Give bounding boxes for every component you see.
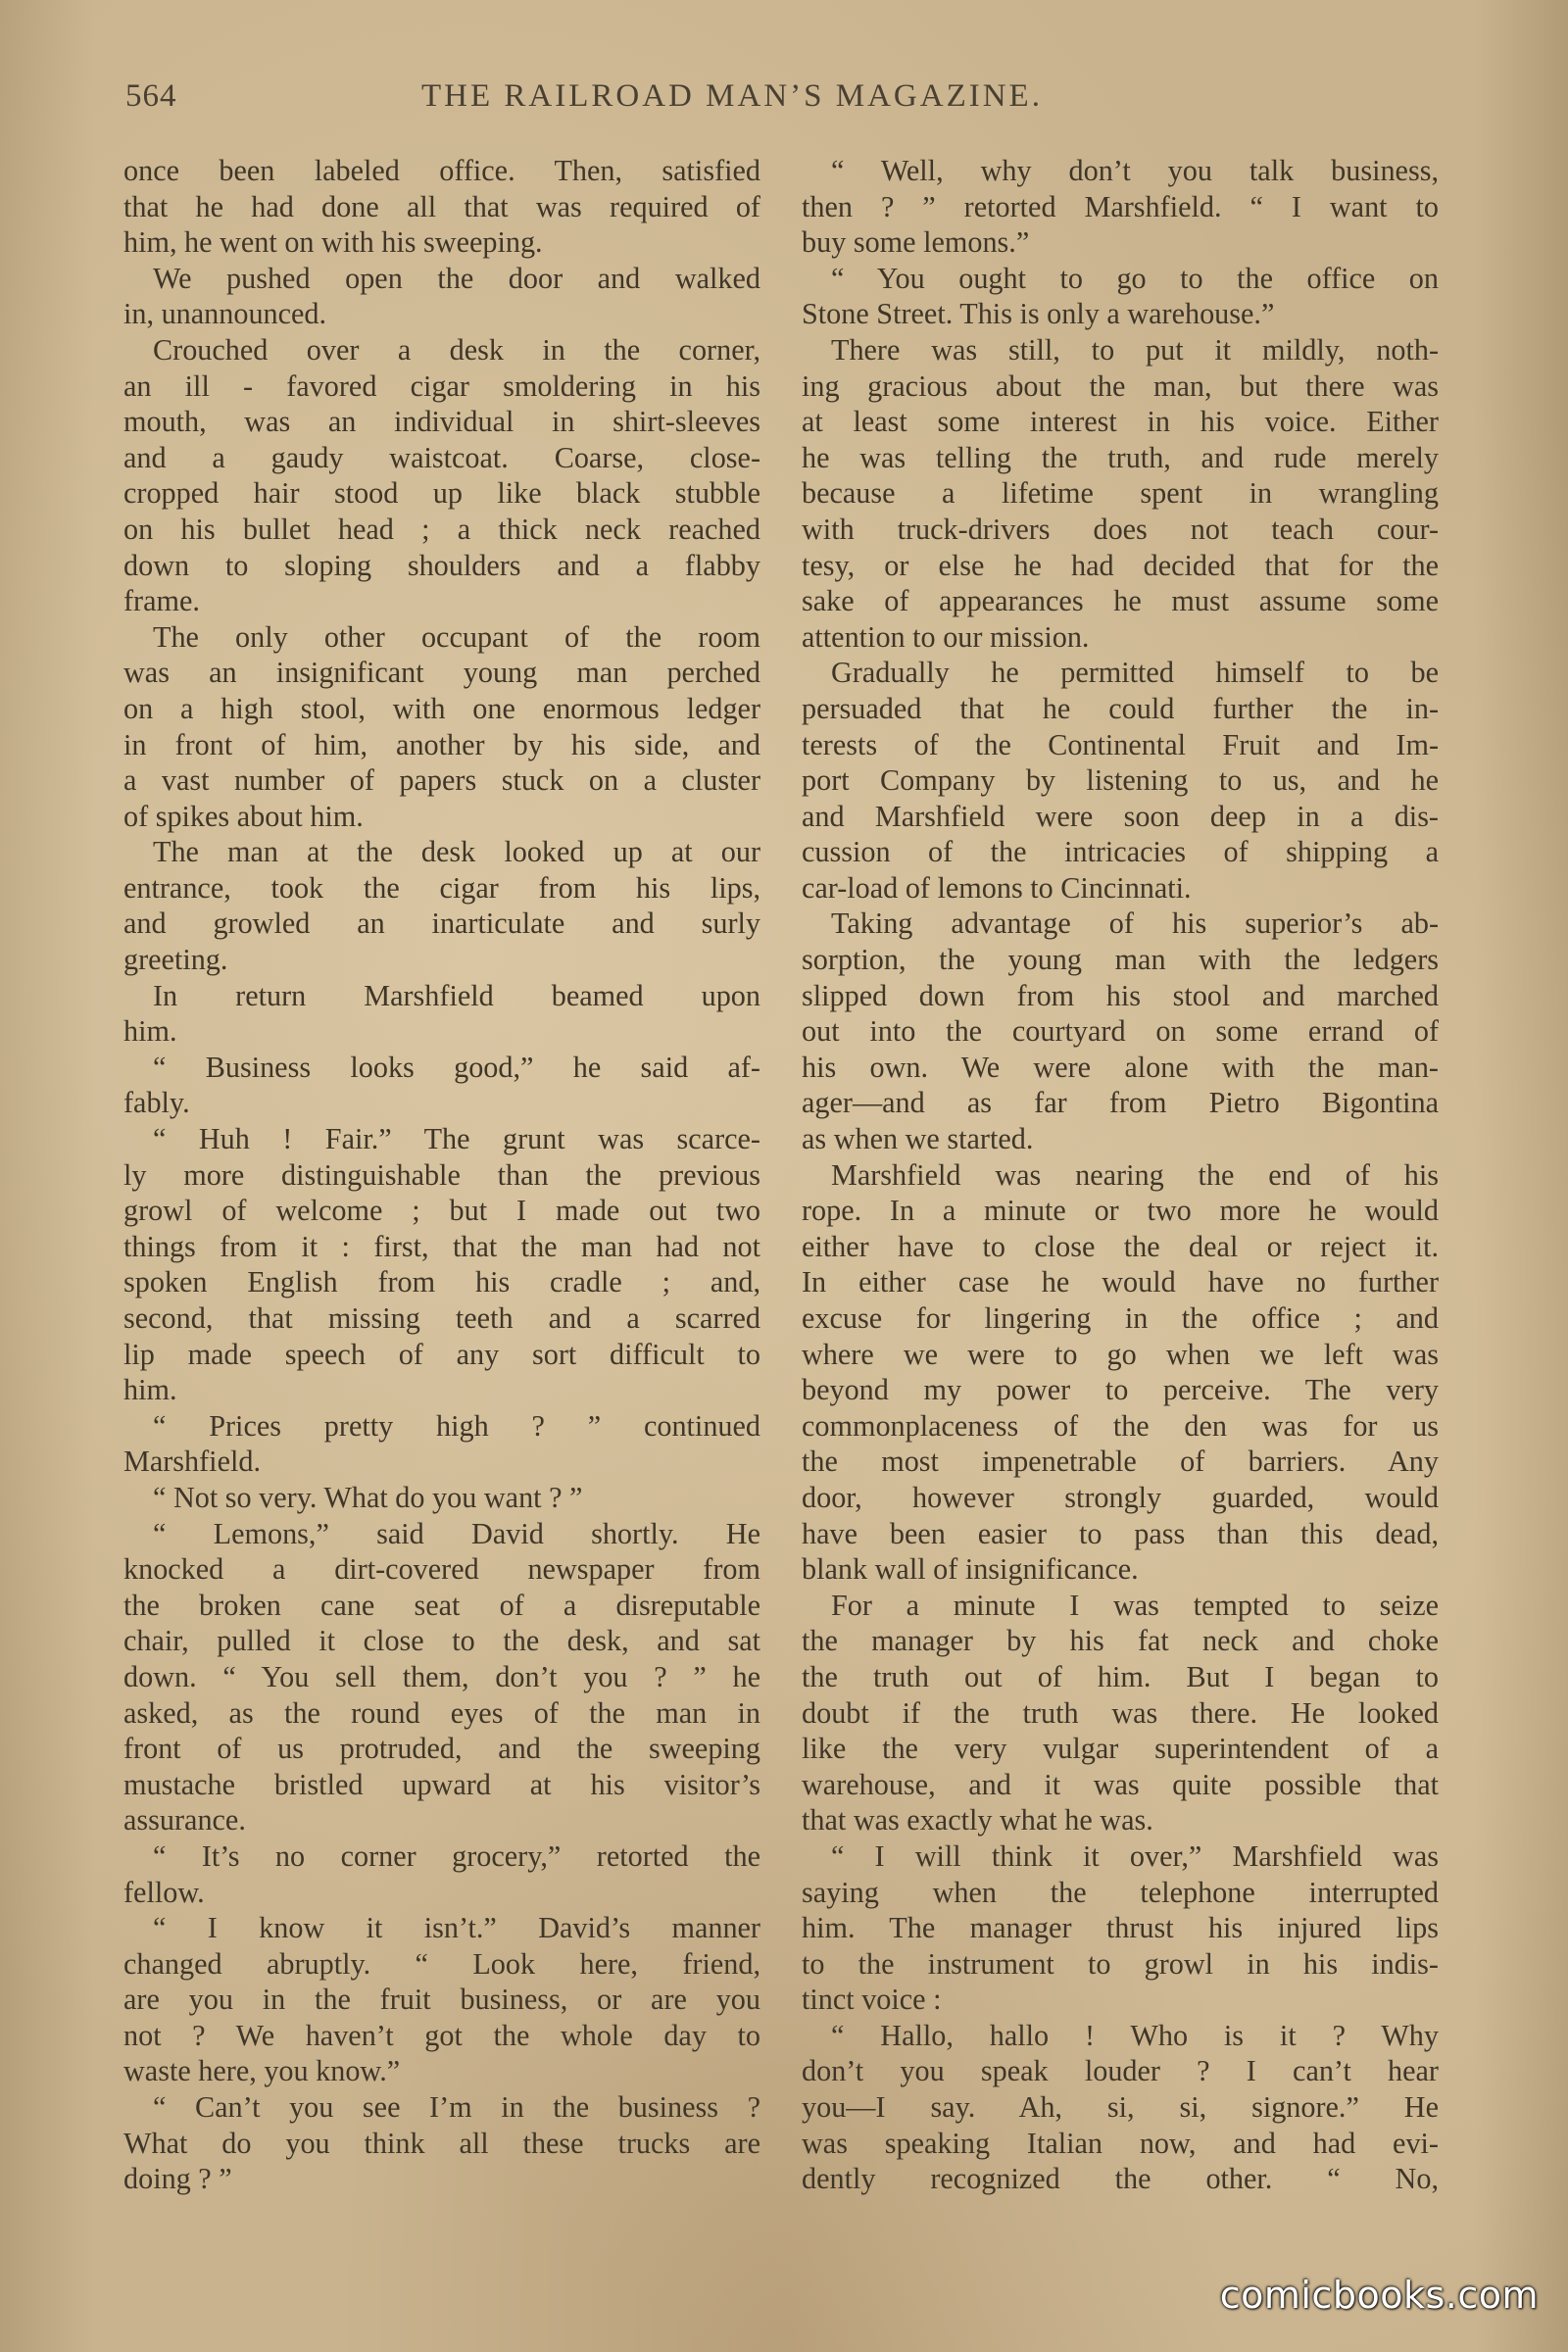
text-line: terests of the Continental Fruit and Im- bbox=[802, 727, 1439, 761]
text-line: the truth out of him. But I began to bbox=[802, 1659, 1439, 1693]
text-line: “ Business looks good,” he said af- bbox=[153, 1050, 760, 1084]
text-line: “ I will think it over,” Marshfield was bbox=[831, 1838, 1439, 1873]
text-line: you—I say. Ah, si, si, signore.” He bbox=[802, 2090, 1439, 2125]
text-line: the most impenetrable of barriers. Any bbox=[802, 1445, 1439, 1479]
text-line: chair, pulled it close to the desk, and sat bbox=[123, 1624, 760, 1658]
text-line: entrance, took the cigar from his lips, bbox=[123, 870, 760, 905]
text-line: doing ? ” bbox=[123, 2162, 232, 2196]
text-line: buy some lemons.” bbox=[802, 225, 1030, 260]
text-line: port Company by listening to us, and he bbox=[802, 763, 1439, 798]
text-line: What do you think all these trucks are bbox=[123, 2126, 760, 2160]
text-line: him. The manager thrust his injured lips bbox=[802, 1911, 1439, 1945]
text-line: For a minute I was tempted to seize bbox=[831, 1588, 1439, 1622]
text-line: warehouse, and it was quite possible that bbox=[802, 1767, 1439, 1801]
text-line: Marshfield. bbox=[123, 1445, 262, 1479]
text-line: the broken cane seat of a disreputable bbox=[123, 1588, 760, 1622]
text-line: “ Prices pretty high ? ” continued bbox=[153, 1408, 760, 1443]
text-line: in front of him, another by his side, and bbox=[123, 727, 760, 761]
text-line: “ Huh ! Fair.” The grunt was scarce- bbox=[153, 1122, 760, 1156]
text-line: a vast number of papers stuck on a cluster bbox=[123, 763, 760, 798]
text-line: fably. bbox=[123, 1086, 190, 1120]
text-line: Gradually he permitted himself to be bbox=[831, 656, 1439, 690]
text-line: commonplaceness of the den was for us bbox=[802, 1408, 1439, 1443]
text-line: waste here, you know.” bbox=[123, 2054, 401, 2088]
text-line: “ You ought to go to the office on bbox=[831, 261, 1439, 295]
text-line: he was telling the truth, and rude merely bbox=[802, 440, 1439, 474]
text-line: doubt if the truth was there. He looked bbox=[802, 1695, 1439, 1730]
text-line: persuaded that he could further the in- bbox=[802, 691, 1439, 725]
text-line: on his bullet head ; a thick neck reached bbox=[123, 512, 760, 546]
text-line: where we were to go when we left was bbox=[802, 1337, 1439, 1371]
text-line: at least some interest in his voice. Either bbox=[802, 405, 1439, 439]
text-line: with truck-drivers does not teach cour- bbox=[802, 512, 1439, 546]
watermark: comicbooks.com bbox=[1219, 2274, 1539, 2317]
text-line: In either case he would have no further bbox=[802, 1265, 1439, 1299]
text-line: that he had done all that was required of bbox=[123, 189, 760, 223]
text-line: assurance. bbox=[123, 1803, 246, 1838]
text-line: cussion of the intricacies of shipping a bbox=[802, 835, 1439, 869]
text-line: We pushed open the door and walked bbox=[153, 261, 760, 295]
text-line: mustache bristled upward at his visitor’s bbox=[123, 1767, 760, 1801]
text-line: his own. We were alone with the man- bbox=[802, 1050, 1439, 1084]
text-line: “ It’s no corner grocery,” retorted the bbox=[153, 1838, 760, 1873]
text-line: was an insignificant young man perched bbox=[123, 656, 760, 690]
text-line: The only other occupant of the room bbox=[153, 619, 760, 654]
text-line: him. bbox=[123, 1373, 177, 1407]
text-line: tinct voice : bbox=[802, 1983, 942, 2017]
text-line: greeting. bbox=[123, 943, 228, 977]
text-line: front of us protruded, and the sweeping bbox=[123, 1732, 760, 1766]
text-line: down to sloping shoulders and a flabby bbox=[123, 548, 760, 582]
text-line: either have to close the deal or reject it. bbox=[802, 1229, 1439, 1263]
text-line: In return Marshfield beamed upon bbox=[153, 978, 760, 1012]
text-line: cropped hair stood up like black stubble bbox=[123, 476, 760, 511]
text-line: Taking advantage of his superior’s ab- bbox=[831, 906, 1439, 941]
text-line: lip made speech of any sort difficult to bbox=[123, 1337, 760, 1371]
page-header bbox=[125, 78, 1439, 127]
text-line: sorption, the young man with the ledgers bbox=[802, 943, 1439, 977]
text-line: The man at the desk looked up at our bbox=[153, 835, 760, 869]
text-line: have been easier to pass than this dead, bbox=[802, 1516, 1439, 1550]
text-line: as when we started. bbox=[802, 1122, 1034, 1156]
text-line: spoken English from his cradle ; and, bbox=[123, 1265, 760, 1299]
text-line: “ Can’t you see I’m in the business ? bbox=[153, 2090, 760, 2125]
text-line: him. bbox=[123, 1014, 177, 1049]
text-line: Crouched over a desk in the corner, bbox=[153, 332, 760, 367]
text-line: that was exactly what he was. bbox=[802, 1803, 1153, 1838]
text-column-right bbox=[802, 153, 1439, 2197]
text-line: slipped down from his stool and marched bbox=[802, 978, 1439, 1012]
running-title: THE RAILROAD MAN’S MAGAZINE. bbox=[421, 78, 1043, 114]
text-line: “ Well, why don’t you talk business, bbox=[831, 154, 1439, 187]
text-line: and Marshfield were soon deep in a dis- bbox=[802, 799, 1439, 833]
text-line: an ill - favored cigar smoldering in his bbox=[123, 368, 760, 403]
text-line: “ Hallo, hallo ! Who is it ? Why bbox=[831, 2018, 1439, 2052]
text-line: Marshfield was nearing the end of his bbox=[831, 1157, 1439, 1192]
text-line: knocked a dirt-covered newspaper from bbox=[123, 1552, 760, 1587]
text-line: and growled an inarticulate and surly bbox=[123, 906, 760, 941]
text-line: on a high stool, with one enormous ledger bbox=[123, 691, 760, 725]
text-line: There was still, to put it mildly, noth- bbox=[831, 332, 1439, 367]
page-number: 564 bbox=[125, 78, 177, 114]
text-column-left bbox=[123, 153, 760, 2197]
text-line: Stone Street. This is only a warehouse.” bbox=[802, 297, 1275, 331]
text-line: not ? We haven’t got the whole day to bbox=[123, 2018, 760, 2052]
text-line: excuse for lingering in the office ; and bbox=[802, 1301, 1439, 1335]
text-line: because a lifetime spent in wrangling bbox=[802, 476, 1439, 511]
text-line: dently recognized the other. “ No, bbox=[802, 2162, 1439, 2196]
text-line: ing gracious about the man, but there was bbox=[802, 368, 1439, 403]
text-line: growl of welcome ; but I made out two bbox=[123, 1194, 760, 1228]
text-line: things from it : first, that the man had not bbox=[123, 1229, 760, 1263]
text-line: him, he went on with his sweeping. bbox=[123, 225, 543, 260]
text-line: in, unannounced. bbox=[123, 297, 327, 331]
text-line: down. “ You sell them, don’t you ? ” he bbox=[123, 1659, 760, 1693]
text-line: the manager by his fat neck and choke bbox=[802, 1624, 1439, 1658]
text-line: asked, as the round eyes of the man in bbox=[123, 1695, 760, 1730]
text-line: don’t you speak louder ? I can’t hear bbox=[802, 2054, 1439, 2088]
text-line: blank wall of insignificance. bbox=[802, 1552, 1139, 1587]
text-line: then ? ” retorted Marshfield. “ I want to bbox=[802, 189, 1439, 223]
text-line: of spikes about him. bbox=[123, 799, 364, 833]
text-line: ager—and as far from Pietro Bigontina bbox=[802, 1086, 1439, 1120]
text-line: sake of appearances he must assume some bbox=[802, 584, 1439, 618]
text-line: attention to our mission. bbox=[802, 619, 1090, 654]
text-line: like the very vulgar superintendent of a bbox=[802, 1732, 1439, 1766]
text-line: out into the courtyard on some errand of bbox=[802, 1014, 1439, 1049]
text-line: changed abruptly. “ Look here, friend, bbox=[123, 1946, 760, 1981]
text-line: rope. In a minute or two more he would bbox=[802, 1194, 1439, 1228]
text-line: “ I know it isn’t.” David’s manner bbox=[153, 1911, 760, 1945]
text-line: tesy, or else he had decided that for the bbox=[802, 548, 1439, 582]
text-line: “ Not so very. What do you want ? ” bbox=[153, 1480, 583, 1514]
text-line: second, that missing teeth and a scarred bbox=[123, 1301, 760, 1335]
text-line: fellow. bbox=[123, 1875, 205, 1909]
text-line: to the instrument to growl in his indis- bbox=[802, 1946, 1439, 1981]
text-line: saying when the telephone interrupted bbox=[802, 1875, 1439, 1909]
text-line: and a gaudy waistcoat. Coarse, close- bbox=[123, 440, 760, 474]
text-line: are you in the fruit business, or are you bbox=[123, 1983, 760, 2017]
text-line: door, however strongly guarded, would bbox=[802, 1480, 1439, 1514]
text-line: beyond my power to perceive. The very bbox=[802, 1373, 1439, 1407]
text-line: “ Lemons,” said David shortly. He bbox=[153, 1516, 760, 1550]
text-line: frame. bbox=[123, 584, 200, 618]
text-line: car-load of lemons to Cincinnati. bbox=[802, 870, 1192, 905]
text-line: once been labeled office. Then, satisfied bbox=[123, 154, 760, 187]
text-line: mouth, was an individual in shirt-sleeves bbox=[123, 405, 760, 439]
text-line: was speaking Italian now, and had evi- bbox=[802, 2126, 1439, 2160]
text-line: ly more distinguishable than the previous bbox=[123, 1157, 760, 1192]
